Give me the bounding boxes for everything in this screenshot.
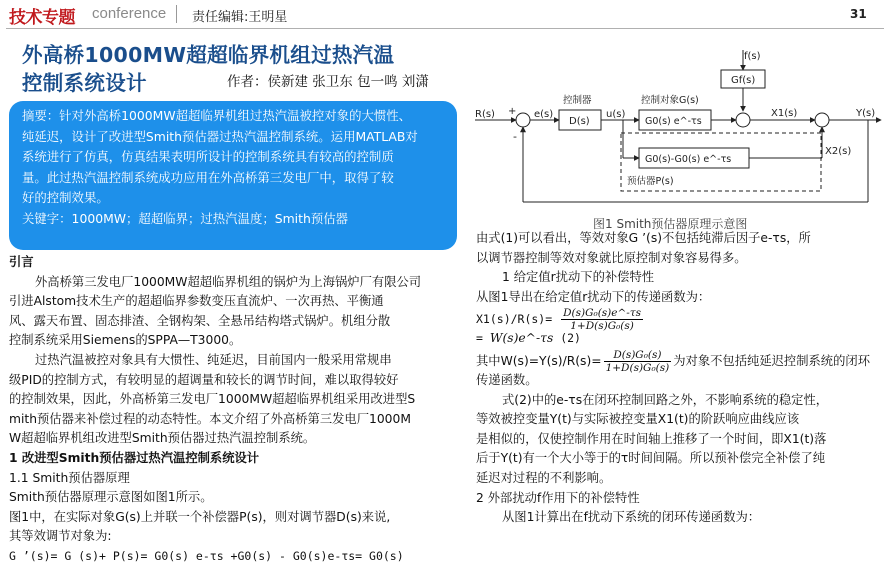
equation-1: G ’(s)= G (s)+ P(s)= G0(s) e-τs +G0(s) - G0(s)e-τs= G0(s) bbox=[9, 548, 404, 563]
body-line: Smith预估器原理示意图如图1所示。 bbox=[9, 490, 213, 505]
label-e: e(s) bbox=[534, 109, 554, 120]
label-compensator: G0(s)-G0(s) e^-τs bbox=[645, 154, 732, 165]
section-badge: 技术专题 bbox=[9, 8, 75, 28]
section-heading-intro: 引言 bbox=[9, 255, 34, 269]
body-line: 引进Alstom技术生产的超超临界参数变压直流炉、一次再热、平衡通 bbox=[9, 294, 384, 309]
body-line: 传递函数。 bbox=[476, 372, 538, 387]
sign-plus: + bbox=[508, 106, 517, 117]
page-number: 31 bbox=[850, 7, 867, 21]
body-line: 级PID的控制方式，有较明显的超调量和较长的调节时间，难以取得较好 bbox=[9, 372, 399, 387]
body-line: 图1中，在实际对象G(s)上并联一个补偿器P(s)，则对调节器D(s)来说, bbox=[9, 509, 391, 524]
subsection-heading-1-1: 1.1 Smith预估器原理 bbox=[9, 470, 130, 485]
abstract-box bbox=[9, 101, 457, 250]
right-column bbox=[476, 229, 884, 528]
header-divider bbox=[176, 5, 177, 23]
body-line: 的控制效果，因此，外高桥第三发电厂1000MW超超临界机组采用改进型S bbox=[9, 392, 416, 407]
label-x2: X2(s) bbox=[825, 146, 852, 157]
abstract-line: 好的控制效果。 bbox=[22, 190, 109, 205]
label-g0: G0(s) e^-τs bbox=[645, 116, 702, 127]
equation-w-fraction: $\frac{\text{D(s)G₀(s)}}{\text{1+D(s)G₀(s)}}$ bbox=[605, 348, 670, 374]
body-line: 以调节器控制等效对象就比原控制对象容易得多。 bbox=[476, 250, 747, 265]
body-line: 延迟对过程的不利影响。 bbox=[476, 470, 612, 485]
header-rule bbox=[6, 28, 884, 29]
equation-3: = W(s)e^-τs (2) bbox=[476, 331, 581, 346]
editor-label: 责任编辑:王明星 bbox=[192, 10, 288, 25]
abstract-keywords: 关键字：1000MW；超超临界；过热汽温度；Smith预估器 bbox=[22, 210, 348, 226]
article-title-line2: 控制系统设计 bbox=[22, 71, 147, 95]
figure-caption: 图1 Smith预估器原理示意图 bbox=[593, 217, 748, 231]
body-line: 其等效调节对象为: bbox=[9, 529, 112, 544]
section-heading-1: 1 改进型Smith预估器过热汽温控制系统设计 bbox=[9, 450, 260, 465]
body-line: 由式(1)可以看出，等效对象G ’(s)不包括纯滞后因子e-τs，所 bbox=[476, 231, 811, 245]
body-line: 后于Y(t)有一个大小等于的τ时间间隔。所以预补偿完全补偿了纯 bbox=[476, 451, 826, 466]
abstract-line: 摘要：针对外高桥1000MW超超临界机组过热汽温被控对象的大惯性、 bbox=[22, 108, 412, 123]
body-line: 是相似的，仅使控制作用在时间轴上推移了一个时间，即X1(t)落 bbox=[476, 431, 827, 446]
abstract-line: 纯延迟，设计了改进型Smith预估器过热汽温控制系统。运用MATLAB对 bbox=[22, 128, 418, 144]
equation-2: X1(s)/R(s)= $\frac{\text{D(s)G₀(s)e\textasciicircum{}-τs}}{\text{1+D(s)G₀(s)}}$ bbox=[476, 307, 642, 333]
sum-junction-3 bbox=[815, 113, 829, 127]
sum-junction-2 bbox=[736, 113, 750, 127]
body-line: 从图1计算出在f扰动下系统的闭环传递函数为： bbox=[502, 510, 761, 525]
body-line: 外高桥第三发电厂1000MW超超临界机组的锅炉为上海锅炉厂有限公司 bbox=[35, 274, 422, 289]
left-column bbox=[9, 253, 459, 567]
sign-minus: - bbox=[513, 130, 517, 143]
page-header bbox=[0, 0, 888, 28]
body-line: 控制系统采用Siemens的SPPA—T3000。 bbox=[9, 333, 242, 348]
abstract-line: 系统进行了仿真，仿真结果表明所设计的控制系统具有较高的控制质 bbox=[22, 149, 394, 164]
article-authors: 作者：侯新建 张卫东 包一鸣 刘潇 bbox=[227, 74, 429, 90]
subheading-f-disturbance: 2 外部扰动f作用下的补偿特性 bbox=[476, 490, 640, 505]
body-line: mith预估器来补偿过程的动态特性。本文介绍了外高桥第三发电厂1000M bbox=[9, 411, 411, 426]
body-line: 过热汽温被控对象具有大惯性、纯延迟，目前国内一般采用常规串 bbox=[35, 352, 392, 367]
sum-junction-1 bbox=[516, 113, 530, 127]
body-line: 风、露天布置、固态排渣、全钢构架、全悬吊结构塔式锅炉。机组分散 bbox=[9, 313, 391, 328]
label-f: f(s) bbox=[744, 51, 761, 62]
subheading-r-disturbance: 1 给定值r扰动下的补偿特性 bbox=[502, 270, 655, 285]
equation-2-fraction: $\frac{\text{D(s)G₀(s)e\textasciicircum{}-τs}}{\text{1+D(s)G₀(s)}}$ bbox=[563, 307, 642, 333]
body-line: 式(2)中的e-τs在闭环控制回路之外，不影响系统的稳定性， bbox=[502, 392, 829, 407]
label-controller: 控制器 bbox=[563, 95, 592, 106]
figure-smith-diagram bbox=[463, 30, 888, 245]
label-d: D(s) bbox=[569, 116, 590, 127]
conference-label: conference bbox=[92, 5, 167, 22]
label-x1: X1(s) bbox=[771, 108, 798, 119]
equation-w: 其中W(s)=Y(s)/R(s)= $\frac{\text{D(s)G₀(s)}}{\text{1+D(s)G₀(s)}}$ 为对象不包括纯延迟控制系统的闭环 bbox=[476, 348, 870, 374]
label-u: u(s) bbox=[606, 109, 626, 120]
label-y: Y(s) bbox=[856, 108, 876, 119]
label-plant: 控制对象G(s) bbox=[641, 95, 699, 106]
article-title-line1: 外高桥1000MW超超临界机组过热汽温 bbox=[22, 43, 395, 67]
label-gf: Gf(s) bbox=[731, 75, 756, 86]
body-line: 等效被控变量Y(t)与实际被控变量X1(t)的阶跃响应曲线应该 bbox=[476, 412, 800, 427]
label-predictor: 预估器P(s) bbox=[627, 176, 674, 187]
body-line: W超超临界机组改进型Smith预估器过热汽温控制系统。 bbox=[9, 431, 316, 446]
body-line: 从图1导出在给定值r扰动下的传递函数为： bbox=[476, 289, 711, 304]
abstract-line: 量。此过热汽温控制系统成功应用在外高桥第三发电厂中，取得了较 bbox=[22, 169, 394, 185]
label-r: R(s) bbox=[475, 109, 495, 120]
